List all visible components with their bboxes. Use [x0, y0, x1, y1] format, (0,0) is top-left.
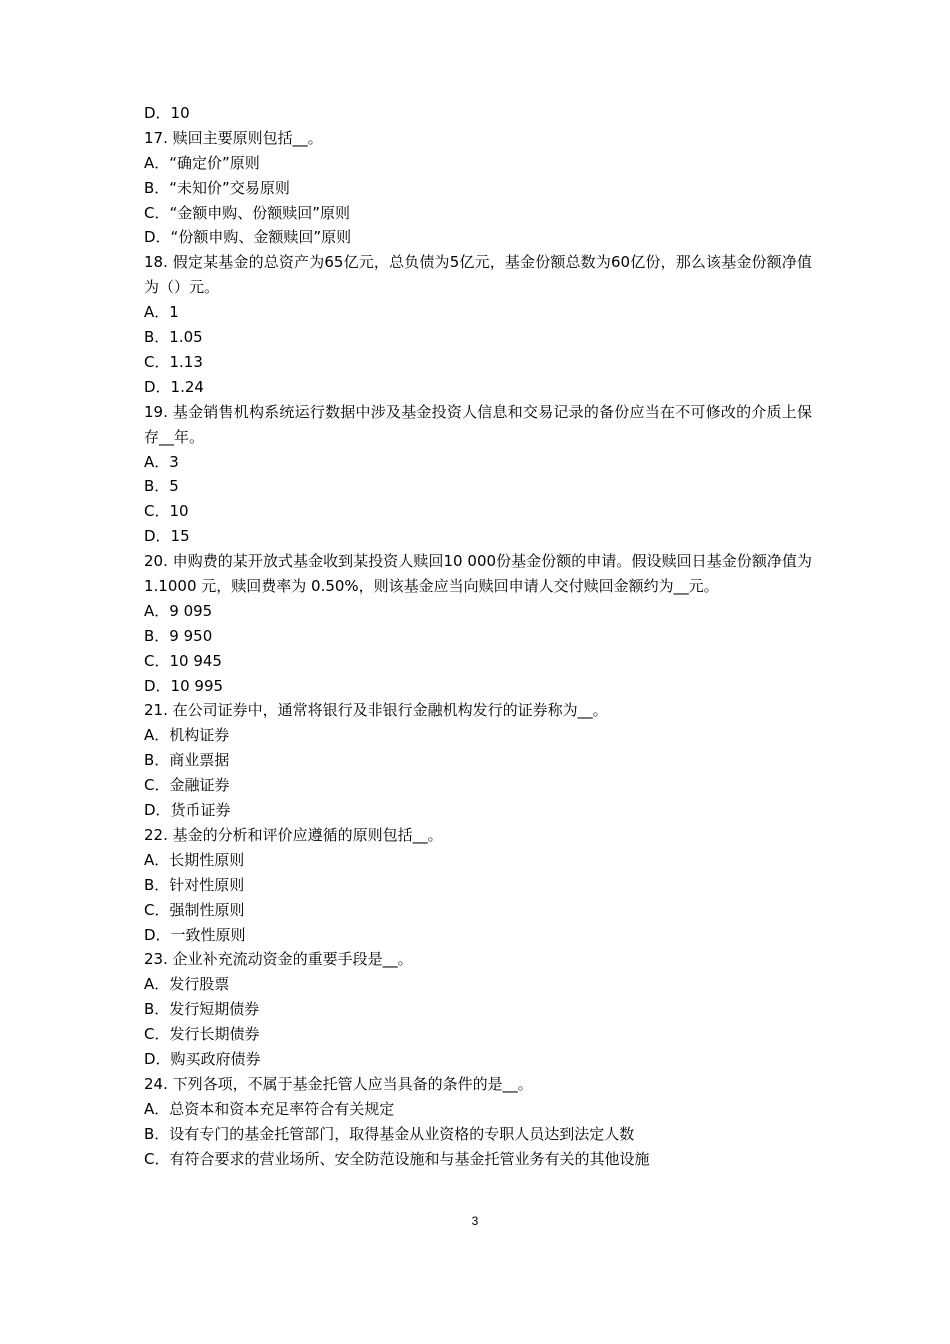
- answer-option: A．1: [144, 303, 179, 322]
- answer-option: A．9 095: [144, 601, 213, 620]
- answer-option: D．购买政府债券: [144, 1050, 261, 1068]
- answer-option: C．1.13: [144, 352, 203, 371]
- answer-option: D．10: [144, 104, 190, 122]
- answer-option: C．发行长期债券: [144, 1025, 260, 1044]
- answer-option: C．金融证券: [144, 776, 230, 795]
- answer-option: C．强制性原则: [144, 900, 245, 919]
- answer-option: B．1.05: [144, 328, 203, 347]
- answer-option: A．机构证券: [144, 726, 230, 745]
- page-body: [144, 101, 812, 1171]
- answer-option: D．1.24: [144, 377, 204, 396]
- answer-option: C．有符合要求的营业场所、安全防范设施和与基金托管业务有关的其他设施: [144, 1149, 650, 1168]
- question-text: 21. 在公司证券中，通常将银行及非银行金融机构发行的证券称为__。: [144, 701, 608, 720]
- answer-option: C．10 945: [144, 651, 222, 670]
- question-text: 24. 下列各项，不属于基金托管人应当具备的条件的是__。: [144, 1074, 533, 1093]
- answer-option: C．10: [144, 502, 189, 521]
- question-text: 17. 赎回主要原则包括__。: [144, 128, 323, 147]
- question-text: 22. 基金的分析和评价应遵循的原则包括__。: [144, 825, 443, 844]
- answer-option: D．15: [144, 527, 190, 546]
- answer-option: B．9 950: [144, 626, 213, 645]
- answer-option: D．货币证券: [144, 801, 231, 820]
- answer-option: D．“份额申购、金额赎回”原则: [144, 228, 352, 247]
- answer-option: A．3: [144, 452, 179, 471]
- answer-option: C．“金额申购、份额赎回”原则: [144, 203, 351, 222]
- question-text: 20. 申购费的某开放式基金收到某投资人赎回10 000份基金份额的申请。假设赎回日基金份额净值为 1.1000 元，赎回费率为 0.50%，则该基金应当向赎回申请人交付赎回金额约为__元。: [144, 552, 812, 596]
- answer-option: D．10 995: [144, 676, 224, 695]
- answer-option: A．长期性原则: [144, 850, 245, 869]
- answer-option: A．“确定价”原则: [144, 153, 260, 172]
- answer-option: B．“未知价”交易原则: [144, 178, 290, 197]
- answer-option: A．发行股票: [144, 975, 230, 994]
- answer-option: B．发行短期债券: [144, 1000, 260, 1019]
- answer-option: B．5: [144, 477, 179, 496]
- answer-option: D．一致性原则: [144, 925, 246, 944]
- question-text: 23. 企业补充流动资金的重要手段是__。: [144, 950, 413, 969]
- page-number: 3: [471, 1214, 479, 1228]
- question-text: 18. 假定某基金的总资产为65亿元，总负债为5亿元，基金份额总数为60亿份，那么该基金份额净值为（）元。: [144, 253, 812, 297]
- answer-option: B．设有专门的基金托管部门，取得基金从业资格的专职人员达到法定人数: [144, 1124, 635, 1143]
- question-text: 19. 基金销售机构系统运行数据中涉及基金投资人信息和交易记录的备份应当在不可修改的介质上保存__年。: [144, 402, 812, 446]
- answer-option: B．针对性原则: [144, 875, 245, 894]
- answer-option: A．总资本和资本充足率符合有关规定: [144, 1099, 395, 1118]
- answer-option: B．商业票据: [144, 751, 230, 770]
